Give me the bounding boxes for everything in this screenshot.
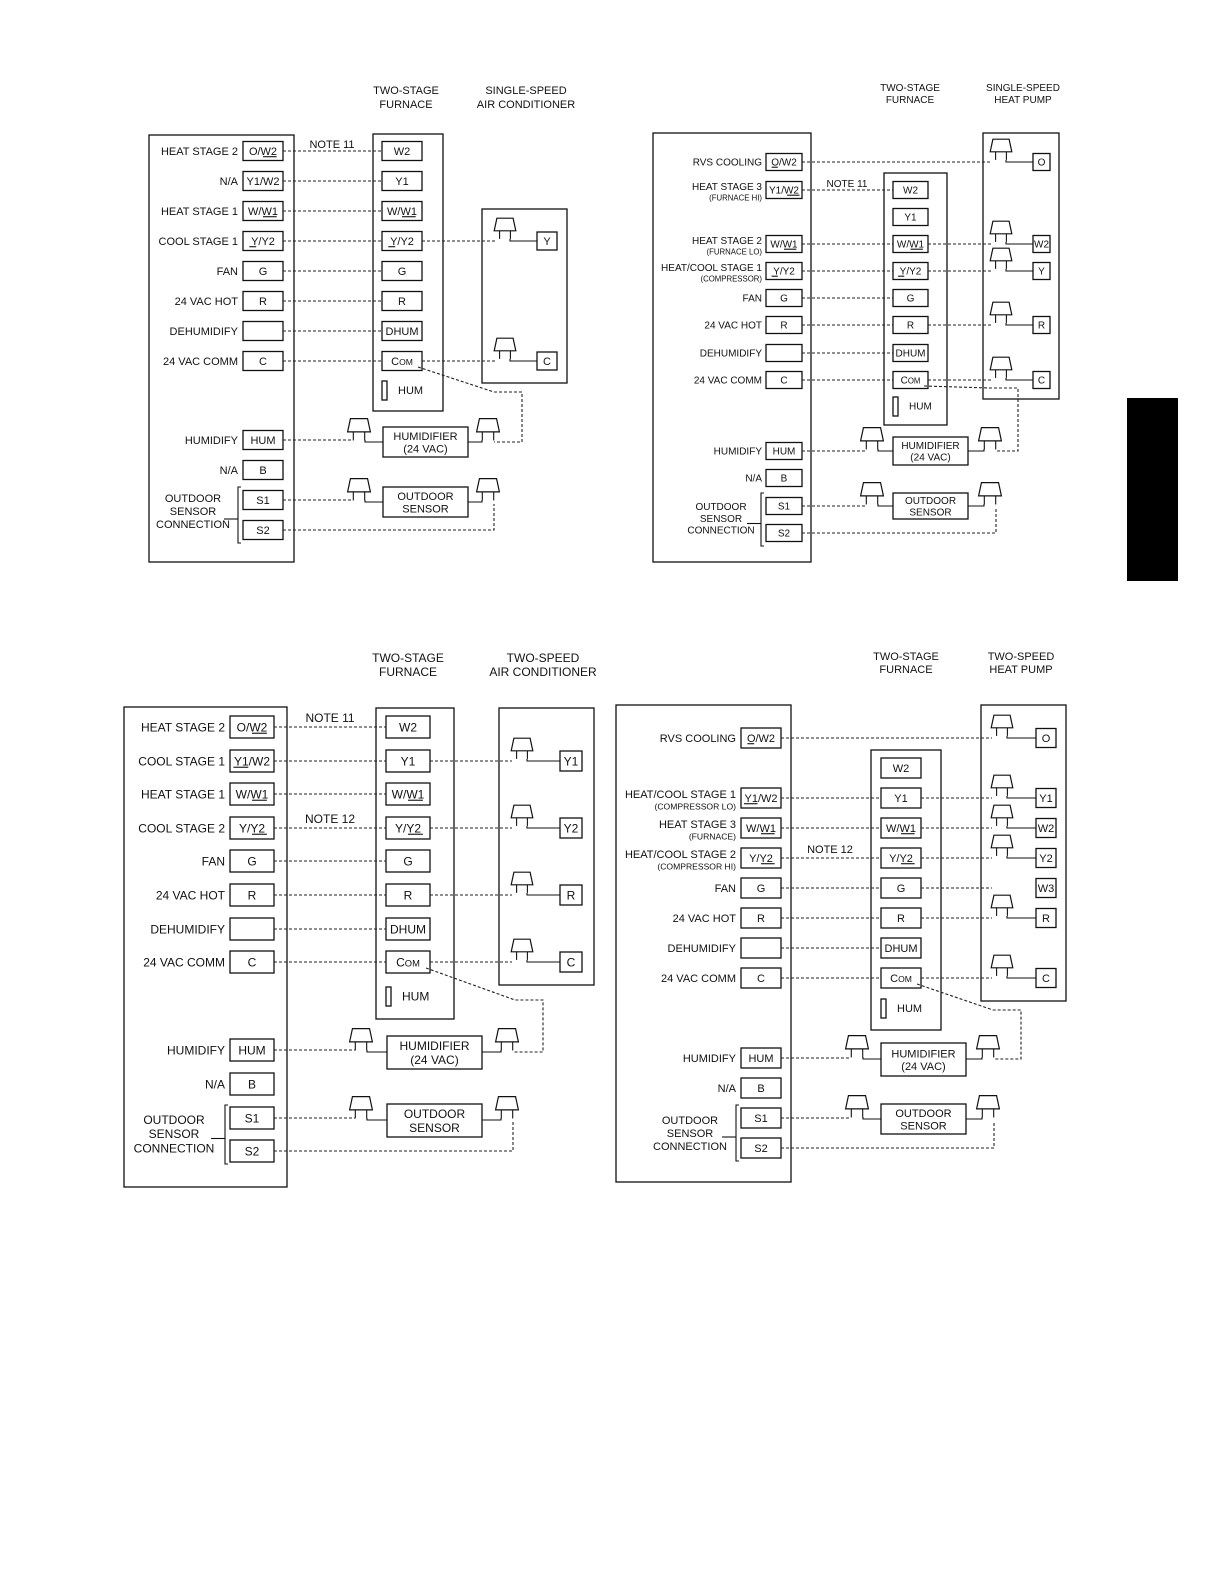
terminal-label: C bbox=[247, 955, 257, 970]
thermostat-terminal bbox=[741, 938, 781, 958]
terminal-label: Y/Y2 bbox=[238, 821, 266, 836]
connector-icon bbox=[511, 738, 533, 751]
terminal-label: HUM bbox=[909, 401, 932, 413]
terminal-label: W/W1 bbox=[770, 239, 798, 251]
diagram-ac-two bbox=[124, 651, 597, 1187]
terminal-label: B bbox=[757, 1082, 765, 1095]
diagram-ac-single bbox=[149, 85, 575, 562]
terminal-label: W/W1 bbox=[896, 239, 925, 251]
terminal-label: W/W1 bbox=[235, 787, 269, 802]
device-lead bbox=[367, 1050, 387, 1052]
terminal-label: W/W1 bbox=[746, 822, 776, 835]
terminal-label: S2 bbox=[754, 1142, 768, 1155]
terminal-label: R bbox=[897, 912, 905, 925]
terminal-function-label: 24 VAC HOT bbox=[704, 320, 762, 332]
thermostat-terminal bbox=[243, 322, 283, 341]
terminal-label: C bbox=[1042, 972, 1050, 985]
device-lead bbox=[878, 504, 893, 506]
terminal-function-label: HUMIDIFY bbox=[682, 1052, 736, 1065]
terminal-label: DHUM bbox=[895, 348, 926, 360]
thermostat-terminal bbox=[766, 345, 802, 362]
note-label: NOTE 11 bbox=[826, 179, 868, 190]
connector-icon bbox=[348, 479, 371, 492]
sensor-connection-label: CONNECTION bbox=[133, 1141, 215, 1156]
terminal-label: O/W2 bbox=[248, 145, 278, 158]
terminal-label: O/W2 bbox=[746, 732, 776, 745]
terminal-function-label: DEHUMIDIFY bbox=[667, 942, 736, 955]
terminal-label: DHUM bbox=[884, 942, 918, 955]
connector-icon bbox=[977, 1036, 1000, 1049]
sensor-connection-label: CONNECTION bbox=[653, 1140, 727, 1153]
connector-icon bbox=[991, 955, 1013, 968]
column-header: TWO-SPEED bbox=[506, 651, 580, 665]
terminal-function-label: HEAT/COOL STAGE 2 bbox=[624, 849, 736, 861]
terminal-label: Y1/W2 bbox=[233, 754, 271, 769]
terminal-label: W2 bbox=[903, 185, 918, 197]
terminal-function-sublabel: (FURNACE LO) bbox=[706, 247, 762, 257]
connector-icon bbox=[477, 419, 500, 432]
terminal-label: R bbox=[259, 295, 267, 308]
terminal-function-label: N/A bbox=[745, 473, 762, 485]
terminal-label: B bbox=[247, 1077, 257, 1092]
terminal-function-label: HEAT/COOL STAGE 1 bbox=[661, 263, 762, 274]
terminal-label: COM bbox=[391, 355, 413, 368]
humidifier-label: (24 VAC) bbox=[403, 443, 448, 456]
device-lead bbox=[966, 1057, 982, 1059]
column-header: FURNACE bbox=[885, 95, 935, 106]
terminal-label: S1 bbox=[777, 501, 791, 513]
column-header: HEAT PUMP bbox=[994, 95, 1052, 106]
column-header: AIR CONDITIONER bbox=[476, 99, 576, 111]
terminal-label: W2 bbox=[1037, 822, 1055, 835]
terminal-label: S2 bbox=[256, 524, 270, 537]
terminal-function-label: HEAT STAGE 3 bbox=[658, 819, 736, 831]
terminal-function-label: HUMIDIFY bbox=[713, 446, 762, 458]
sensor-connection-label: OUTDOOR bbox=[143, 1113, 205, 1127]
column-header: FURNACE bbox=[879, 664, 933, 676]
terminal-label: S1 bbox=[754, 1112, 768, 1125]
terminal-label: W2 bbox=[1034, 239, 1049, 251]
terminal-function-label: RVS COOLING bbox=[692, 157, 762, 169]
outdoor-sensor-label: SENSOR bbox=[402, 503, 449, 516]
terminal-function-label: FAN bbox=[742, 293, 762, 305]
terminal-label: COM bbox=[396, 955, 420, 970]
sensor-connection-label: OUTDOOR bbox=[661, 1115, 719, 1127]
terminal-function-label: FAN bbox=[201, 854, 225, 869]
terminal-function-label: 24 VAC HOT bbox=[174, 295, 238, 308]
terminal-label: Y1/W2 bbox=[744, 792, 778, 805]
terminal-label: S1 bbox=[256, 494, 270, 507]
terminal-function-label: RVS COOLING bbox=[659, 732, 736, 745]
connector-icon bbox=[991, 835, 1013, 848]
column-header: TWO-STAGE bbox=[373, 85, 439, 97]
terminal-label: DHUM bbox=[385, 325, 419, 338]
connector-icon bbox=[991, 715, 1013, 728]
terminal-function-label: FAN bbox=[714, 882, 736, 895]
connector-icon bbox=[991, 895, 1013, 908]
connector-icon bbox=[511, 805, 533, 818]
terminal-label: R bbox=[780, 320, 788, 332]
connector-icon bbox=[991, 775, 1013, 788]
column-header: TWO-STAGE bbox=[880, 83, 940, 94]
terminal-function-label: DEHUMIDIFY bbox=[169, 325, 238, 338]
humidifier-label: HUMIDIFIER bbox=[393, 430, 458, 443]
terminal-function-label: COOL STAGE 1 bbox=[138, 754, 225, 769]
terminal-function-label: DEHUMIDIFY bbox=[699, 348, 762, 360]
terminal-function-label: 24 VAC HOT bbox=[672, 912, 736, 925]
sensor-connection-label: SENSOR bbox=[169, 505, 217, 518]
connector-icon bbox=[991, 805, 1013, 818]
terminal-label: Y2 bbox=[1039, 852, 1053, 865]
connector-icon bbox=[496, 1029, 519, 1042]
terminal-label: G bbox=[780, 293, 788, 305]
terminal-label: Y1 bbox=[894, 792, 908, 805]
note-label: NOTE 12 bbox=[304, 812, 356, 826]
terminal-label: G bbox=[756, 882, 766, 895]
note-label: NOTE 11 bbox=[309, 139, 355, 151]
terminal-label: C bbox=[1037, 375, 1046, 387]
terminal-label: Y/Y2 bbox=[889, 852, 913, 865]
hum-terminal bbox=[382, 381, 387, 400]
connector-icon bbox=[990, 139, 1012, 152]
sensor-connection-label: OUTDOOR bbox=[695, 502, 747, 513]
column-header: SINGLE-SPEED bbox=[986, 83, 1060, 94]
terminal-label: Y1 bbox=[563, 754, 579, 769]
terminal-label: HUM bbox=[398, 384, 424, 397]
terminal-label: G bbox=[397, 265, 407, 278]
terminal-label: Y bbox=[543, 235, 551, 248]
device-lead bbox=[367, 1118, 387, 1120]
terminal-function-sublabel: (COMPRESSOR) bbox=[700, 274, 762, 284]
terminal-label: O bbox=[1037, 157, 1046, 169]
humidifier-label: (24 VAC) bbox=[910, 452, 951, 464]
connector-icon bbox=[990, 221, 1012, 234]
note-label: NOTE 12 bbox=[807, 844, 853, 856]
thermostat-terminal bbox=[230, 918, 274, 940]
terminal-label: Y/Y2 bbox=[251, 235, 275, 248]
terminal-function-label: DEHUMIDIFY bbox=[150, 922, 225, 937]
terminal-label: G bbox=[906, 293, 915, 305]
terminal-label: HUM bbox=[897, 1002, 923, 1015]
terminal-label: C bbox=[566, 955, 576, 970]
terminal-label: R bbox=[566, 888, 576, 903]
diagram-hp-single bbox=[653, 83, 1060, 562]
connector-icon bbox=[350, 1097, 373, 1110]
terminal-function-label: N/A bbox=[219, 175, 238, 188]
terminal-function-label: 24 VAC COMM bbox=[143, 955, 225, 970]
connector-icon bbox=[990, 302, 1012, 315]
terminal-label: Y/Y2 bbox=[394, 821, 422, 836]
terminal-function-sublabel: (COMPRESSOR LO) bbox=[654, 801, 736, 812]
outdoor-sensor-label: OUTDOOR bbox=[895, 1107, 952, 1120]
terminal-label: R bbox=[757, 912, 765, 925]
connector-icon bbox=[511, 872, 533, 885]
terminal-label: Y1 bbox=[1039, 792, 1053, 805]
device-lead bbox=[365, 500, 383, 502]
terminal-function-sublabel: (COMPRESSOR HI) bbox=[657, 861, 736, 872]
terminal-function-label: 24 VAC HOT bbox=[155, 888, 225, 903]
outdoor-sensor-label: OUTDOOR bbox=[397, 490, 454, 503]
device-lead bbox=[468, 440, 482, 442]
terminal-label: HUM bbox=[402, 989, 430, 1004]
device-lead bbox=[468, 500, 482, 502]
terminal-label: O bbox=[1041, 732, 1051, 745]
connector-icon bbox=[348, 419, 371, 432]
terminal-label: S2 bbox=[244, 1144, 260, 1159]
terminal-function-label: HUMIDIFY bbox=[184, 434, 238, 447]
terminal-label: O/W2 bbox=[236, 720, 268, 735]
terminal-label: O/W2 bbox=[771, 157, 797, 169]
note-label: NOTE 11 bbox=[305, 711, 355, 725]
terminal-label: C bbox=[780, 375, 788, 387]
connector-icon bbox=[979, 428, 1002, 441]
terminal-label: C bbox=[757, 972, 765, 985]
terminal-label: HUM bbox=[238, 1043, 266, 1058]
device-lead bbox=[863, 1057, 881, 1059]
sensor-connection-label: OUTDOOR bbox=[164, 493, 222, 505]
terminal-label: COM bbox=[890, 972, 912, 985]
terminal-function-label: HEAT STAGE 1 bbox=[160, 205, 238, 218]
terminal-function-sublabel: (FURNACE HI) bbox=[709, 193, 762, 203]
terminal-label: Y1 bbox=[904, 212, 917, 224]
outdoor-sensor-label: SENSOR bbox=[900, 1120, 947, 1133]
terminal-function-sublabel: (FURNACE) bbox=[688, 831, 736, 842]
column-header: FURNACE bbox=[378, 665, 438, 679]
column-header: TWO-STAGE bbox=[372, 651, 444, 665]
connector-icon bbox=[990, 357, 1012, 370]
connector-icon bbox=[846, 1036, 869, 1049]
terminal-label: Y1 bbox=[400, 754, 416, 769]
connector-icon bbox=[861, 428, 884, 441]
terminal-label: C bbox=[259, 355, 267, 368]
terminal-label: HUM bbox=[772, 446, 796, 458]
terminal-label: HUM bbox=[250, 434, 276, 447]
device-lead bbox=[878, 449, 893, 451]
device-lead bbox=[966, 1117, 982, 1119]
outdoor-sensor-label: SENSOR bbox=[909, 507, 952, 519]
connector-icon bbox=[990, 248, 1012, 261]
terminal-label: Y1/W2 bbox=[246, 175, 280, 188]
terminal-label: COM bbox=[900, 375, 921, 387]
terminal-label: Y2 bbox=[563, 821, 579, 836]
terminal-label: W2 bbox=[892, 762, 910, 775]
terminal-label: G bbox=[247, 854, 257, 869]
terminal-label: Y1/W2 bbox=[768, 185, 800, 197]
terminal-label: Y/Y2 bbox=[773, 266, 795, 278]
outdoor-sensor-label: SENSOR bbox=[409, 1120, 460, 1135]
terminal-label: G bbox=[403, 854, 413, 869]
device-lead bbox=[968, 449, 984, 451]
humidifier-label: HUMIDIFIER bbox=[399, 1039, 470, 1054]
terminal-function-label: COOL STAGE 1 bbox=[158, 235, 238, 248]
connector-icon bbox=[511, 939, 533, 952]
terminal-label: R bbox=[1042, 912, 1050, 925]
column-header: HEAT PUMP bbox=[989, 664, 1053, 676]
terminal-function-label: N/A bbox=[204, 1077, 225, 1092]
terminal-label: W2 bbox=[399, 720, 417, 735]
connector-icon bbox=[496, 1097, 519, 1110]
connector-icon bbox=[979, 483, 1002, 496]
connector-icon bbox=[494, 338, 516, 351]
device-lead bbox=[482, 1118, 501, 1120]
terminal-label: W2 bbox=[393, 145, 411, 158]
column-header: FURNACE bbox=[379, 99, 433, 111]
sensor-connection-label: CONNECTION bbox=[156, 518, 230, 531]
terminal-label: S2 bbox=[777, 528, 791, 540]
connector-icon bbox=[861, 483, 884, 496]
terminal-function-label: HEAT STAGE 1 bbox=[140, 787, 225, 802]
terminal-label: Y/Y2 bbox=[899, 266, 922, 278]
terminal-label: R bbox=[906, 320, 915, 332]
column-header: TWO-STAGE bbox=[873, 651, 939, 663]
terminal-label: W/W1 bbox=[886, 822, 916, 835]
terminal-label: R bbox=[403, 888, 413, 903]
terminal-function-label: HEAT STAGE 2 bbox=[160, 145, 238, 158]
connector-icon bbox=[477, 479, 500, 492]
sensor-connection-label: SENSOR bbox=[699, 513, 743, 525]
connector-icon bbox=[350, 1029, 373, 1042]
sensor-connection-label: SENSOR bbox=[666, 1127, 714, 1140]
terminal-label: W3 bbox=[1037, 882, 1055, 895]
outdoor-sensor-label: OUTDOOR bbox=[904, 496, 957, 507]
humidifier-label: (24 VAC) bbox=[410, 1052, 459, 1067]
terminal-label: Y1 bbox=[395, 175, 409, 188]
terminal-label: G bbox=[896, 882, 906, 895]
terminal-function-label: 24 VAC COMM bbox=[693, 375, 762, 387]
humidifier-label: HUMIDIFIER bbox=[901, 441, 960, 452]
terminal-function-label: HEAT/COOL STAGE 1 bbox=[624, 789, 736, 801]
terminal-function-label: HEAT STAGE 2 bbox=[140, 720, 225, 735]
terminal-function-label: HUMIDIFY bbox=[167, 1043, 225, 1058]
terminal-label: Y bbox=[1038, 266, 1045, 278]
device-lead bbox=[968, 504, 984, 506]
terminal-function-label: 24 VAC COMM bbox=[163, 355, 238, 368]
column-header: SINGLE-SPEED bbox=[485, 85, 567, 97]
terminal-label: G bbox=[258, 265, 268, 278]
sensor-connection-label: SENSOR bbox=[148, 1127, 200, 1142]
terminal-label: S1 bbox=[244, 1111, 260, 1126]
humidifier-label: HUMIDIFIER bbox=[891, 1048, 956, 1061]
column-header: AIR CONDITIONER bbox=[489, 665, 597, 679]
sensor-connection-label: CONNECTION bbox=[687, 525, 755, 537]
terminal-function-label: COOL STAGE 2 bbox=[138, 821, 225, 836]
terminal-label: Y/Y2 bbox=[749, 852, 773, 865]
terminal-function-label: N/A bbox=[219, 464, 238, 477]
connector-icon bbox=[977, 1096, 1000, 1109]
device-lead bbox=[863, 1117, 881, 1119]
humidifier-label: (24 VAC) bbox=[901, 1060, 946, 1073]
terminal-label: R bbox=[247, 888, 257, 903]
connector-icon bbox=[494, 218, 516, 231]
terminal-label: DHUM bbox=[390, 922, 426, 937]
hum-terminal bbox=[893, 397, 898, 416]
terminal-label: W/W1 bbox=[248, 205, 278, 218]
column-header: TWO-SPEED bbox=[987, 651, 1055, 663]
hum-terminal bbox=[881, 999, 886, 1018]
terminal-label: W/W1 bbox=[387, 205, 417, 218]
outdoor-sensor-label: OUTDOOR bbox=[403, 1107, 466, 1122]
connector-icon bbox=[846, 1096, 869, 1109]
terminal-label: W/W1 bbox=[391, 787, 425, 802]
diagram-hp-two bbox=[616, 651, 1066, 1182]
terminal-function-label: HEAT STAGE 2 bbox=[691, 236, 762, 247]
hum-terminal bbox=[386, 987, 391, 1006]
terminal-label: C bbox=[543, 355, 551, 368]
terminal-function-label: FAN bbox=[216, 265, 238, 278]
terminal-label: B bbox=[780, 473, 788, 485]
terminal-label: B bbox=[259, 464, 267, 477]
device-lead bbox=[482, 1050, 501, 1052]
terminal-label: R bbox=[398, 295, 406, 308]
terminal-label: Y/Y2 bbox=[390, 235, 414, 248]
terminal-label: R bbox=[1037, 320, 1046, 332]
terminal-label: HUM bbox=[748, 1052, 774, 1065]
terminal-function-label: N/A bbox=[717, 1082, 736, 1095]
terminal-function-label: HEAT STAGE 3 bbox=[691, 182, 762, 193]
terminal-function-label: 24 VAC COMM bbox=[661, 972, 736, 985]
device-lead bbox=[365, 440, 383, 442]
